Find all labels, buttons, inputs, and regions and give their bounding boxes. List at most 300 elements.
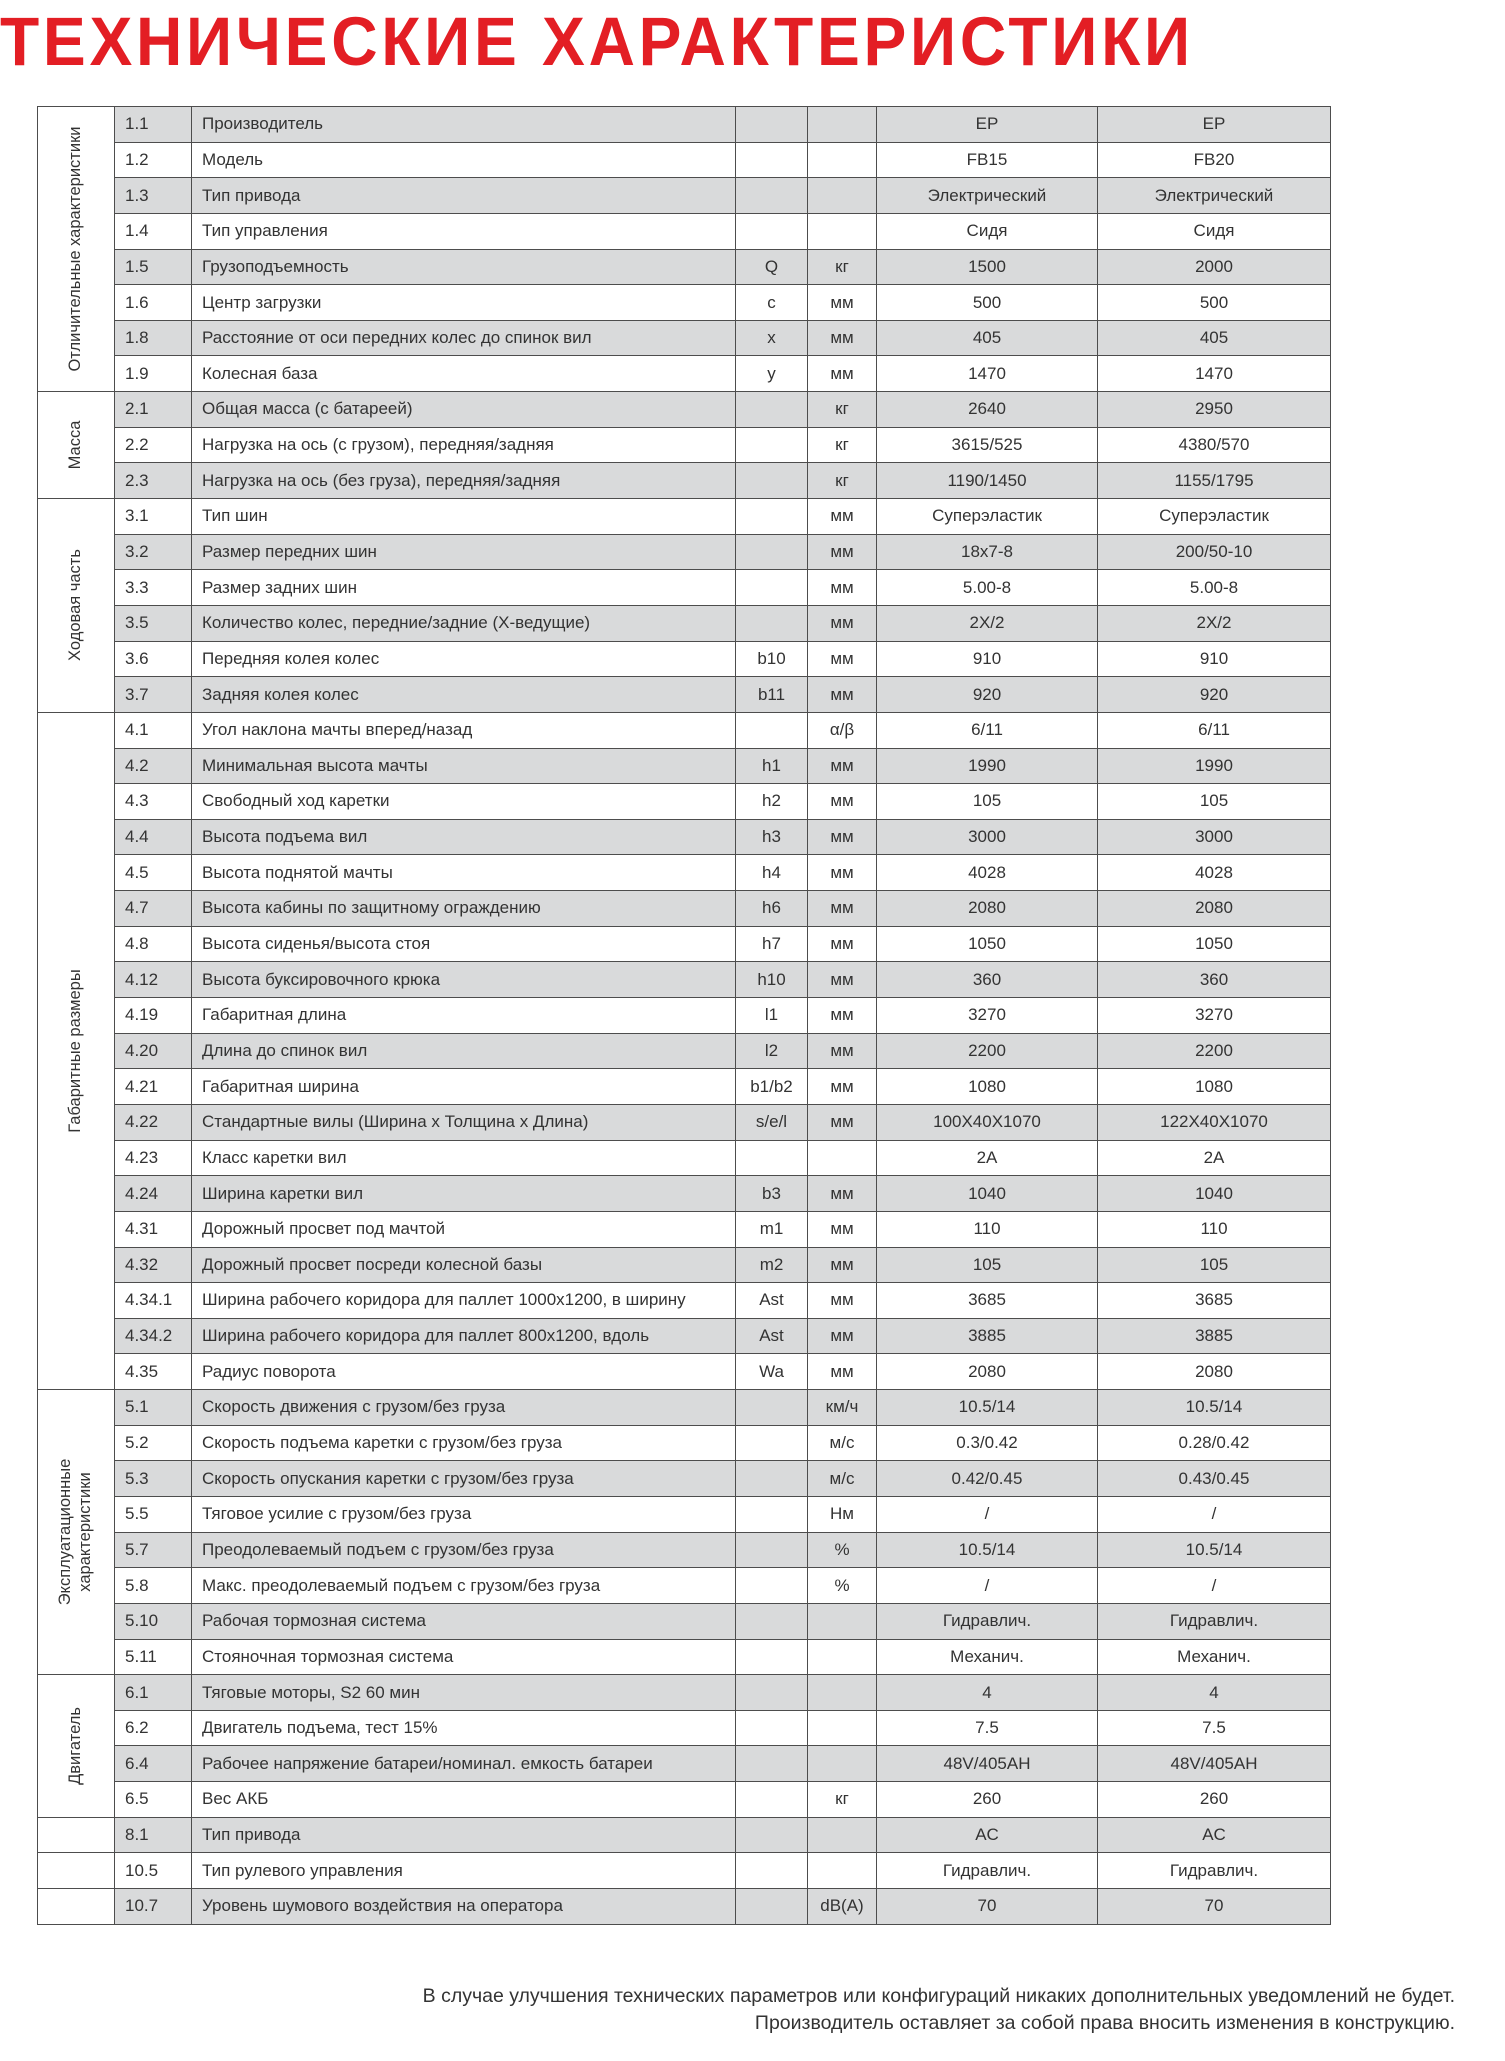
- param-unit: [808, 1746, 877, 1782]
- param-unit: м/с: [808, 1425, 877, 1461]
- value-fb15: 1500: [877, 249, 1098, 285]
- value-fb20: 910: [1098, 641, 1331, 677]
- table-row: [38, 1603, 1331, 1639]
- table-row: [38, 1318, 1331, 1354]
- param-symbol: [736, 1568, 808, 1604]
- param-unit: [808, 1675, 877, 1711]
- value-fb15: 2640: [877, 392, 1098, 428]
- param-symbol: [736, 1425, 808, 1461]
- param-unit: мм: [808, 534, 877, 570]
- value-fb20: 200/50-10: [1098, 534, 1331, 570]
- param-symbol: h7: [736, 926, 808, 962]
- table-row: [38, 142, 1331, 178]
- param-unit: мм: [808, 1104, 877, 1140]
- value-fb20: 122X40X1070: [1098, 1104, 1331, 1140]
- value-fb15: 5.00-8: [877, 570, 1098, 606]
- value-fb20: Гидравлич.: [1098, 1603, 1331, 1639]
- value-fb15: 360: [877, 962, 1098, 998]
- param-unit: [808, 178, 877, 214]
- table-row: [38, 1354, 1331, 1390]
- table-row: [38, 855, 1331, 891]
- table-row: [38, 605, 1331, 641]
- value-fb15: 3615/525: [877, 427, 1098, 463]
- value-fb15: 910: [877, 641, 1098, 677]
- value-fb15: FB15: [877, 142, 1098, 178]
- param-unit: мм: [808, 962, 877, 998]
- param-symbol: Q: [736, 249, 808, 285]
- value-fb20: 405: [1098, 320, 1331, 356]
- group-label-cell: [38, 1817, 115, 1853]
- row-number: 4.35: [115, 1354, 192, 1390]
- row-number: 10.7: [115, 1889, 192, 1925]
- value-fb15: 105: [877, 784, 1098, 820]
- row-number: 5.2: [115, 1425, 192, 1461]
- table-row: [38, 1033, 1331, 1069]
- param-symbol: [736, 392, 808, 428]
- param-name: Размер передних шин: [192, 534, 736, 570]
- param-name: Уровень шумового воздействия на оператора: [192, 1889, 736, 1925]
- value-fb15: 110: [877, 1211, 1098, 1247]
- param-name: Длина до спинок вил: [192, 1033, 736, 1069]
- param-name: Нагрузка на ось (с грузом), передняя/задняя: [192, 427, 736, 463]
- footnote-line-1: В случае улучшения технических параметров или конфигураций никаких дополнительных уведомлений не будет.: [422, 1985, 1455, 2007]
- table-row: [38, 1140, 1331, 1176]
- group-label-cell: [38, 1853, 115, 1889]
- param-unit: %: [808, 1532, 877, 1568]
- param-unit: мм: [808, 1176, 877, 1212]
- param-name: Преодолеваемый подъем с грузом/без груза: [192, 1532, 736, 1568]
- value-fb20: 2950: [1098, 392, 1331, 428]
- row-number: 1.4: [115, 213, 192, 249]
- table-row: [38, 285, 1331, 321]
- value-fb20: /: [1098, 1568, 1331, 1604]
- table-row: [38, 499, 1331, 535]
- table-row: [38, 1889, 1331, 1925]
- row-number: 6.5: [115, 1782, 192, 1818]
- param-unit: мм: [808, 1318, 877, 1354]
- value-fb15: 3270: [877, 998, 1098, 1034]
- row-number: 6.2: [115, 1710, 192, 1746]
- table-row: [38, 1710, 1331, 1746]
- value-fb15: 2X/2: [877, 605, 1098, 641]
- row-number: 1.9: [115, 356, 192, 392]
- param-name: Колесная база: [192, 356, 736, 392]
- param-unit: мм: [808, 998, 877, 1034]
- row-number: 3.6: [115, 641, 192, 677]
- value-fb20: Гидравлич.: [1098, 1853, 1331, 1889]
- row-number: 1.5: [115, 249, 192, 285]
- value-fb20: 6/11: [1098, 712, 1331, 748]
- param-unit: [808, 1710, 877, 1746]
- param-symbol: [736, 1746, 808, 1782]
- param-symbol: Ast: [736, 1283, 808, 1319]
- param-name: Двигатель подъема, тест 15%: [192, 1710, 736, 1746]
- table-row: [38, 998, 1331, 1034]
- param-symbol: y: [736, 356, 808, 392]
- value-fb15: 2A: [877, 1140, 1098, 1176]
- value-fb15: 2080: [877, 1354, 1098, 1390]
- param-name: Радиус поворота: [192, 1354, 736, 1390]
- param-symbol: m1: [736, 1211, 808, 1247]
- value-fb20: FB20: [1098, 142, 1331, 178]
- table-row: [38, 1461, 1331, 1497]
- row-number: 4.34.1: [115, 1283, 192, 1319]
- value-fb20: 2000: [1098, 249, 1331, 285]
- param-symbol: [736, 712, 808, 748]
- param-name: Класс каретки вил: [192, 1140, 736, 1176]
- specs-table: [37, 106, 1331, 1925]
- table-row: [38, 213, 1331, 249]
- row-number: 4.32: [115, 1247, 192, 1283]
- value-fb15: Сидя: [877, 213, 1098, 249]
- value-fb20: 920: [1098, 677, 1331, 713]
- param-name: Рабочее напряжение батареи/номинал. емкость батареи: [192, 1746, 736, 1782]
- value-fb15: 18x7-8: [877, 534, 1098, 570]
- value-fb15: 1990: [877, 748, 1098, 784]
- value-fb20: 0.43/0.45: [1098, 1461, 1331, 1497]
- value-fb15: AC: [877, 1817, 1098, 1853]
- param-symbol: b10: [736, 641, 808, 677]
- row-number: 4.7: [115, 891, 192, 927]
- value-fb20: 260: [1098, 1782, 1331, 1818]
- value-fb20: Электрический: [1098, 178, 1331, 214]
- row-number: 4.21: [115, 1069, 192, 1105]
- footnote-line-2: Производитель оставляет за собой права вносить изменения в конструкцию.: [754, 2012, 1455, 2034]
- param-name: Тяговое усилие с грузом/без груза: [192, 1496, 736, 1532]
- row-number: 4.31: [115, 1211, 192, 1247]
- value-fb15: Суперэластик: [877, 499, 1098, 535]
- param-symbol: m2: [736, 1247, 808, 1283]
- param-symbol: [736, 1603, 808, 1639]
- row-number: 6.4: [115, 1746, 192, 1782]
- value-fb20: 3000: [1098, 819, 1331, 855]
- param-name: Высота поднятой мачты: [192, 855, 736, 891]
- value-fb20: 4: [1098, 1675, 1331, 1711]
- table-row: [38, 926, 1331, 962]
- param-name: Высота буксировочного крюка: [192, 962, 736, 998]
- value-fb20: Суперэластик: [1098, 499, 1331, 535]
- param-name: Ширина рабочего коридора для паллет 1000x1200, в ширину: [192, 1283, 736, 1319]
- table-row: [38, 1675, 1331, 1711]
- value-fb20: 5.00-8: [1098, 570, 1331, 606]
- value-fb20: 0.28/0.42: [1098, 1425, 1331, 1461]
- row-number: 4.2: [115, 748, 192, 784]
- param-symbol: [736, 427, 808, 463]
- table-row: [38, 1176, 1331, 1212]
- row-number: 4.1: [115, 712, 192, 748]
- value-fb15: 0.42/0.45: [877, 1461, 1098, 1497]
- table-row: [38, 320, 1331, 356]
- param-unit: %: [808, 1568, 877, 1604]
- value-fb15: 4: [877, 1675, 1098, 1711]
- group-label: Ходовая часть: [66, 549, 85, 662]
- param-name: Высота кабины по защитному ограждению: [192, 891, 736, 927]
- table-row: [38, 1746, 1331, 1782]
- param-symbol: s/e/l: [736, 1104, 808, 1140]
- table-row: [38, 1069, 1331, 1105]
- group-label: [56, 1459, 96, 1606]
- table-row: [38, 962, 1331, 998]
- param-unit: мм: [808, 891, 877, 927]
- param-symbol: Wa: [736, 1354, 808, 1390]
- value-fb15: EP: [877, 107, 1098, 143]
- group-label-cell: [38, 712, 115, 1389]
- param-name: Ширина рабочего коридора для паллет 800x1200, вдоль: [192, 1318, 736, 1354]
- value-fb15: 3685: [877, 1283, 1098, 1319]
- value-fb20: 10.5/14: [1098, 1532, 1331, 1568]
- table-row: [38, 1283, 1331, 1319]
- value-fb20: 2X/2: [1098, 605, 1331, 641]
- value-fb20: 4380/570: [1098, 427, 1331, 463]
- row-number: 1.2: [115, 142, 192, 178]
- param-symbol: h2: [736, 784, 808, 820]
- table-row: [38, 677, 1331, 713]
- param-symbol: [736, 178, 808, 214]
- param-symbol: c: [736, 285, 808, 321]
- value-fb15: 1040: [877, 1176, 1098, 1212]
- row-number: 10.5: [115, 1853, 192, 1889]
- table-row: [38, 1639, 1331, 1675]
- row-number: 5.7: [115, 1532, 192, 1568]
- value-fb15: 6/11: [877, 712, 1098, 748]
- param-unit: [808, 1639, 877, 1675]
- param-name: Центр загрузки: [192, 285, 736, 321]
- param-name: Модель: [192, 142, 736, 178]
- table-row: [38, 1211, 1331, 1247]
- table-row: [38, 392, 1331, 428]
- value-fb15: 405: [877, 320, 1098, 356]
- value-fb15: Электрический: [877, 178, 1098, 214]
- table-row: [38, 712, 1331, 748]
- value-fb15: 1050: [877, 926, 1098, 962]
- value-fb20: Механич.: [1098, 1639, 1331, 1675]
- row-number: 1.8: [115, 320, 192, 356]
- param-name: Рабочая тормозная система: [192, 1603, 736, 1639]
- value-fb20: 500: [1098, 285, 1331, 321]
- param-name: Общая масса (с батареей): [192, 392, 736, 428]
- param-symbol: [736, 142, 808, 178]
- param-name: Тяговые моторы, S2 60 мин: [192, 1675, 736, 1711]
- param-name: Угол наклона мачты вперед/назад: [192, 712, 736, 748]
- value-fb20: 1080: [1098, 1069, 1331, 1105]
- value-fb20: 2080: [1098, 1354, 1331, 1390]
- param-symbol: [736, 1817, 808, 1853]
- param-symbol: l2: [736, 1033, 808, 1069]
- row-number: 2.3: [115, 463, 192, 499]
- param-name: Высота сиденья/высота стоя: [192, 926, 736, 962]
- value-fb20: 105: [1098, 1247, 1331, 1283]
- value-fb20: 7.5: [1098, 1710, 1331, 1746]
- param-name: Расстояние от оси передних колес до спинок вил: [192, 320, 736, 356]
- param-symbol: [736, 463, 808, 499]
- value-fb15: 500: [877, 285, 1098, 321]
- table-row: [38, 1390, 1331, 1426]
- value-fb20: 70: [1098, 1889, 1331, 1925]
- param-name: Вес АКБ: [192, 1782, 736, 1818]
- table-row: [38, 356, 1331, 392]
- value-fb15: 0.3/0.42: [877, 1425, 1098, 1461]
- param-name: Грузоподъемность: [192, 249, 736, 285]
- param-symbol: l1: [736, 998, 808, 1034]
- param-unit: мм: [808, 605, 877, 641]
- value-fb20: 2200: [1098, 1033, 1331, 1069]
- row-number: 3.5: [115, 605, 192, 641]
- param-unit: [808, 1140, 877, 1176]
- specs-table-body: [38, 107, 1331, 1925]
- value-fb15: 3000: [877, 819, 1098, 855]
- value-fb15: Гидравлич.: [877, 1853, 1098, 1889]
- param-unit: мм: [808, 1033, 877, 1069]
- param-unit: мм: [808, 819, 877, 855]
- param-symbol: [736, 1532, 808, 1568]
- row-number: 5.11: [115, 1639, 192, 1675]
- row-number: 4.3: [115, 784, 192, 820]
- table-row: [38, 178, 1331, 214]
- row-number: 8.1: [115, 1817, 192, 1853]
- row-number: 1.3: [115, 178, 192, 214]
- value-fb20: 1040: [1098, 1176, 1331, 1212]
- param-unit: dB(A): [808, 1889, 877, 1925]
- row-number: 4.24: [115, 1176, 192, 1212]
- param-unit: мм: [808, 677, 877, 713]
- table-row: [38, 748, 1331, 784]
- value-fb15: 105: [877, 1247, 1098, 1283]
- value-fb15: /: [877, 1496, 1098, 1532]
- param-unit: мм: [808, 748, 877, 784]
- table-row: [38, 1104, 1331, 1140]
- param-symbol: [736, 1140, 808, 1176]
- row-number: 4.12: [115, 962, 192, 998]
- value-fb20: 10.5/14: [1098, 1390, 1331, 1426]
- param-name: Дорожный просвет посреди колесной базы: [192, 1247, 736, 1283]
- row-number: 4.19: [115, 998, 192, 1034]
- param-unit: мм: [808, 641, 877, 677]
- param-name: Тип управления: [192, 213, 736, 249]
- param-unit: мм: [808, 499, 877, 535]
- param-symbol: h1: [736, 748, 808, 784]
- param-symbol: b11: [736, 677, 808, 713]
- param-symbol: [736, 499, 808, 535]
- param-name: Макс. преодолеваемый подъем с грузом/без груза: [192, 1568, 736, 1604]
- param-name: Минимальная высота мачты: [192, 748, 736, 784]
- group-label-line: характеристики: [76, 1472, 94, 1592]
- value-fb15: 920: [877, 677, 1098, 713]
- value-fb20: 3885: [1098, 1318, 1331, 1354]
- value-fb15: 1190/1450: [877, 463, 1098, 499]
- table-row: [38, 427, 1331, 463]
- param-unit: мм: [808, 1211, 877, 1247]
- value-fb20: 1470: [1098, 356, 1331, 392]
- param-unit: км/ч: [808, 1390, 877, 1426]
- group-label: Отличительные характеристики: [66, 126, 85, 372]
- param-symbol: [736, 605, 808, 641]
- param-symbol: [736, 570, 808, 606]
- footnote: [423, 1983, 1455, 2037]
- param-symbol: [736, 1496, 808, 1532]
- param-unit: [808, 1603, 877, 1639]
- param-symbol: h4: [736, 855, 808, 891]
- table-row: [38, 249, 1331, 285]
- param-symbol: [736, 107, 808, 143]
- row-number: 2.1: [115, 392, 192, 428]
- value-fb15: /: [877, 1568, 1098, 1604]
- table-row: [38, 1853, 1331, 1889]
- value-fb20: AC: [1098, 1817, 1331, 1853]
- row-number: 3.3: [115, 570, 192, 606]
- group-label: Габаритные размеры: [66, 969, 85, 1133]
- table-row: [38, 1532, 1331, 1568]
- row-number: 5.3: [115, 1461, 192, 1497]
- table-row: [38, 570, 1331, 606]
- param-symbol: h3: [736, 819, 808, 855]
- param-unit: мм: [808, 926, 877, 962]
- row-number: 5.5: [115, 1496, 192, 1532]
- param-symbol: b3: [736, 1176, 808, 1212]
- param-unit: [808, 1817, 877, 1853]
- param-unit: мм: [808, 855, 877, 891]
- value-fb20: 3270: [1098, 998, 1331, 1034]
- value-fb15: 1080: [877, 1069, 1098, 1105]
- value-fb20: 2A: [1098, 1140, 1331, 1176]
- param-unit: [808, 1853, 877, 1889]
- table-row: [38, 1817, 1331, 1853]
- value-fb20: 1990: [1098, 748, 1331, 784]
- row-number: 4.22: [115, 1104, 192, 1140]
- value-fb20: 360: [1098, 962, 1331, 998]
- value-fb20: 105: [1098, 784, 1331, 820]
- table-row: [38, 1425, 1331, 1461]
- param-symbol: h10: [736, 962, 808, 998]
- row-number: 3.7: [115, 677, 192, 713]
- param-name: Скорость подъема каретки с грузом/без груза: [192, 1425, 736, 1461]
- group-label: Масса: [66, 420, 85, 470]
- param-name: Количество колес, передние/задние (X-ведущие): [192, 605, 736, 641]
- param-symbol: [736, 1390, 808, 1426]
- table-row: [38, 641, 1331, 677]
- param-unit: [808, 107, 877, 143]
- param-unit: мм: [808, 570, 877, 606]
- param-symbol: h6: [736, 891, 808, 927]
- table-row: [38, 1568, 1331, 1604]
- param-symbol: [736, 213, 808, 249]
- row-number: 4.8: [115, 926, 192, 962]
- param-symbol: [736, 1853, 808, 1889]
- value-fb20: Сидя: [1098, 213, 1331, 249]
- value-fb20: 1050: [1098, 926, 1331, 962]
- value-fb15: Гидравлич.: [877, 1603, 1098, 1639]
- param-symbol: [736, 1639, 808, 1675]
- param-unit: кг: [808, 463, 877, 499]
- table-row: [38, 1782, 1331, 1818]
- param-name: Размер задних шин: [192, 570, 736, 606]
- row-number: 1.1: [115, 107, 192, 143]
- value-fb15: 260: [877, 1782, 1098, 1818]
- param-name: Передняя колея колес: [192, 641, 736, 677]
- param-unit: мм: [808, 285, 877, 321]
- table-row: [38, 1247, 1331, 1283]
- value-fb15: 1470: [877, 356, 1098, 392]
- param-name: Нагрузка на ось (без груза), передняя/задняя: [192, 463, 736, 499]
- row-number: 4.4: [115, 819, 192, 855]
- row-number: 5.8: [115, 1568, 192, 1604]
- table-row: [38, 463, 1331, 499]
- param-unit: мм: [808, 784, 877, 820]
- group-label-cell: [38, 107, 115, 392]
- value-fb20: 1155/1795: [1098, 463, 1331, 499]
- param-name: Тип привода: [192, 178, 736, 214]
- param-name: Производитель: [192, 107, 736, 143]
- param-name: Ширина каретки вил: [192, 1176, 736, 1212]
